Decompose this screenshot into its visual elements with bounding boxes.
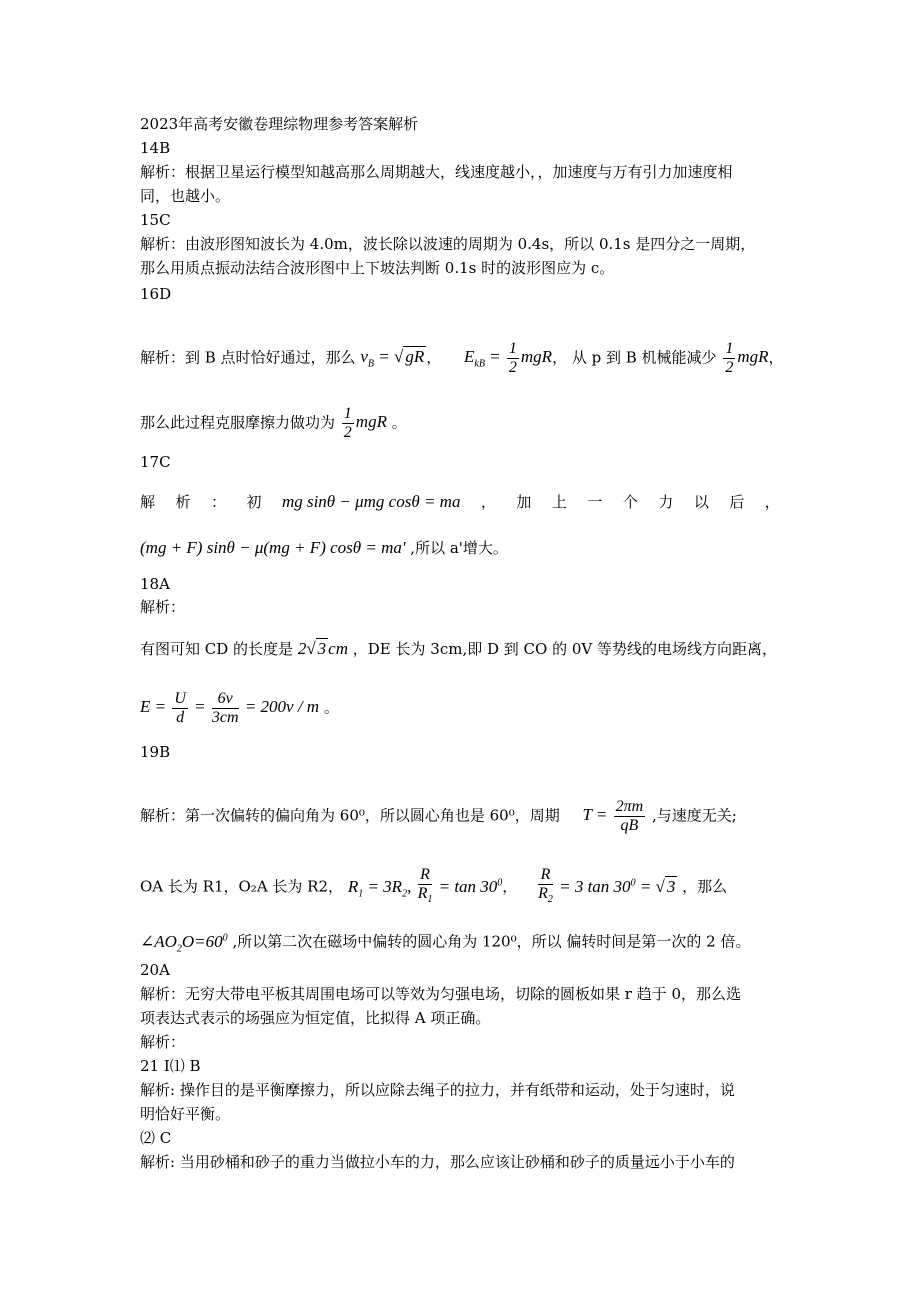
q15-answer: 15C	[140, 211, 171, 229]
q16-formula-work: $\frac{1}{2}$ mgR	[343, 405, 387, 441]
q20-line2: 项表达式表示的场强应为恒定值，比拟得 A 项正确。	[140, 1009, 491, 1027]
q18-text-a: 有图可知 CD 的长度是	[140, 640, 294, 658]
q18-formula-cd: 2√ 3 cm	[297, 639, 348, 658]
q17-w5: 加	[516, 493, 532, 511]
q21-part2: ⑵ C	[140, 1129, 172, 1147]
q19-text-b: ,与速度无关;	[652, 806, 737, 825]
q14-line2: 同，也越小。	[140, 187, 231, 205]
q19-formula-r1: $R_1 = 3R_2$, $\frac{R}{R_1}$ = $\tan 30^0$	[347, 866, 503, 906]
q14-answer: 14B	[140, 139, 171, 157]
q17-answer: 17C	[140, 453, 171, 471]
q19-text-e: ,所以第二次在磁场中偏转的圆心角为 120⁰，所以 偏转时间是第一次的 2 倍。	[232, 932, 751, 951]
q19-formula-r2: $\frac{R}{R_2}$ = 3 $\tan 30^0$ = √ 3	[538, 866, 676, 906]
q19-line1	[140, 798, 737, 835]
q16-formula-vb: $v_B$ = √ gR	[360, 347, 425, 370]
q16-formula-ekb: $E_{kB}$ = $\frac{1}{2}$ mgR	[463, 340, 553, 376]
q19-answer: 19B	[140, 743, 171, 761]
q21-line2: 明恰好平衡。	[140, 1105, 231, 1123]
q19-formula-angle: $\angle AO_2O=60^0$	[140, 931, 228, 955]
q18-formula-e: E = $\frac{U}{d}$ = $\frac{6v}{3cm}$ = 200v / m	[140, 690, 320, 726]
q16-answer: 16D	[140, 285, 172, 303]
q19-formula-period: T = $\frac{2\pi m}{qB}$	[582, 798, 644, 834]
q19-text-c: OA 长为 R1，O₂A 长为 R2，	[140, 877, 344, 896]
q17-text-end: ,所以 a'增大。	[410, 539, 508, 557]
q17-line1: 解 析 ： 初 mg sinθ − μmg cosθ = ma ， 加 上 一 个 力 以 后 ，	[140, 490, 780, 514]
q18-period: 。	[323, 698, 339, 717]
q17-w11: 后	[729, 493, 745, 511]
q17-w8: 个	[622, 493, 638, 511]
q16-line2	[140, 405, 407, 442]
q18-line1	[140, 637, 777, 661]
q20-line1: 解析：无穷大带电平板其周围电场可以等效为匀强电场，切除的圆板如果 r 趋于 0，那么选	[140, 985, 742, 1003]
q17-w6: 上	[551, 493, 567, 511]
q17-w3: ：	[210, 493, 226, 511]
q16-formula-loss: $\frac{1}{2}$ mgR	[725, 340, 769, 376]
q21-heading: 21 Ⅰ⑴ B	[140, 1057, 201, 1075]
q16-text-b: 从 p 到 B 机械能减少	[571, 348, 717, 367]
q20-answer: 20A	[140, 961, 170, 979]
q19-text-a: 解析：第一次偏转的偏向角为 60⁰，所以圆心角也是 60⁰，周期	[140, 806, 560, 825]
q15-line1: 解析：由波形图知波长为 4.0m，波长除以波速的周期为 0.4s，所以 0.1s 是四分之一周期，	[140, 235, 756, 253]
q18-line2	[140, 690, 339, 727]
q16-line1: 解析：到 B 点时恰好通过，那么 $v_B$ = √ gR ， $E_{kB}$ = $\frac{1}{2}$ mgR， 从 p 到 B 机械能减少 $\frac{1}{2}$ mgR，	[140, 340, 784, 376]
q16-period: 。	[391, 413, 407, 432]
q17-w1: 解	[140, 493, 156, 511]
q17-formula-after: (mg + F) sinθ − μ(mg + F) cosθ = ma'	[140, 538, 406, 557]
q19-text-d: ，那么	[682, 877, 728, 896]
q17-w9: 力	[658, 493, 674, 511]
q16-text-a: 解析：到 B 点时恰好通过，那么	[140, 348, 356, 367]
q19-line3	[140, 926, 750, 961]
q17-w12: ，	[764, 493, 780, 511]
q20-line3: 解析：	[140, 1033, 186, 1051]
q21-line3: 解析: 当用砂桶和砂子的重力当做拉小车的力，那么应该让砂桶和砂子的质量远小于小车的	[140, 1153, 735, 1171]
q18-answer: 18A	[140, 575, 170, 593]
q21-line1: 解析: 操作目的是平衡摩擦力，所以应除去绳子的拉力，并有纸带和运动，处于匀速时，说	[140, 1081, 735, 1099]
q14-line1: 解析：根据卫星运行模型知越高那么周期越大，线速度越小，，加速度与万有引力加速度相	[140, 163, 733, 181]
q17-w7: 一	[587, 493, 603, 511]
q15-line2: 那么用质点振动法结合波形图中上下坡法判断 0.1s 时的波形图应为 c。	[140, 259, 615, 277]
q18-text-b: ，DE 长为 3cm,即 D 到 CO 的 0V 等势线的电场线方向距离，	[352, 640, 778, 658]
q17-w2: 析	[175, 493, 191, 511]
q19-line2: OA 长为 R1，O₂A 长为 R2， $R_1 = 3R_2$, $\frac{R}{R_1}$ = $\tan 30^0$， $\frac{R}{R_2}$ = 3 $\tan 30^0$ = √ 3 ，那么	[140, 866, 728, 906]
q18-label: 解析：	[140, 598, 186, 616]
q17-w10: 以	[693, 493, 709, 511]
q17-line2	[140, 536, 508, 560]
doc-title: 2023年高考安徽卷理综物理参考答案解析	[140, 115, 419, 133]
q17-w4: 初	[246, 493, 262, 511]
q16-text-c: 那么此过程克服摩擦力做功为	[140, 413, 336, 432]
q17-formula-initial: mg sinθ − μmg cosθ = ma	[281, 492, 461, 511]
